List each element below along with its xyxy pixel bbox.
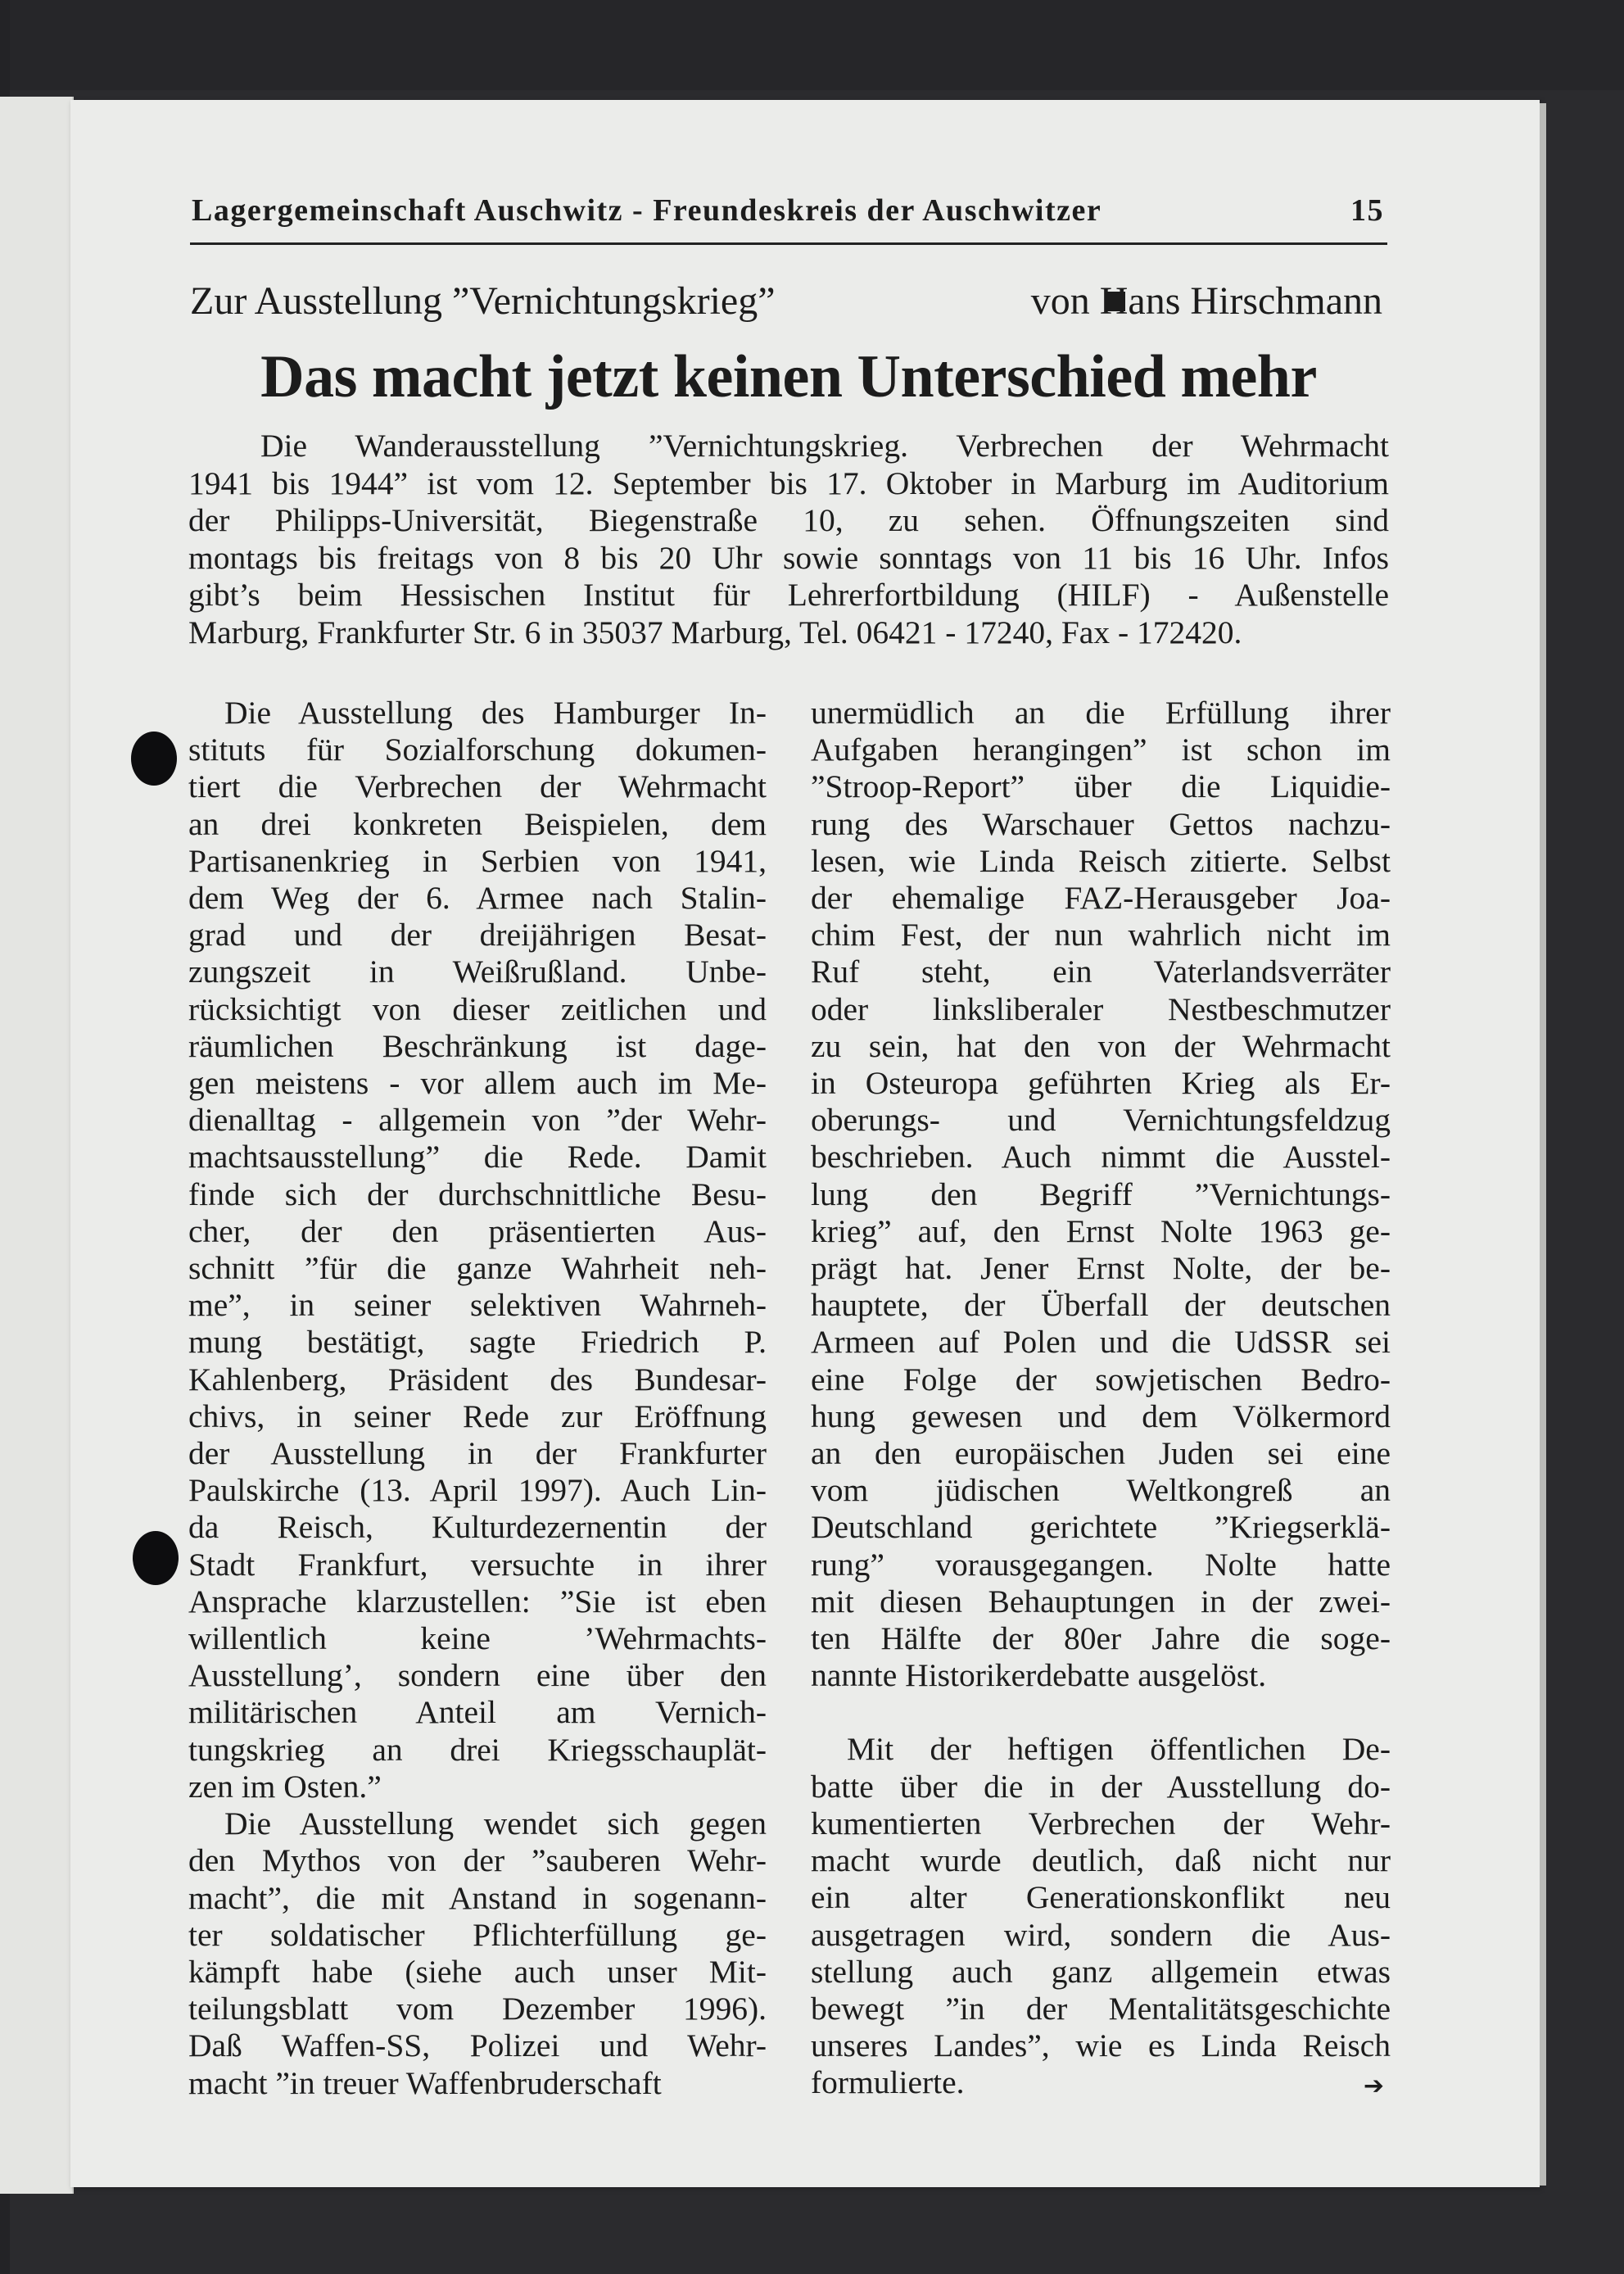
text-line: dem Weg der 6. Armee nach Stalin- [188, 880, 767, 917]
text-line: chivs, in seiner Rede zur Eröffnung [188, 1397, 767, 1434]
text-line: in Osteuropa geführten Krieg als Er- [811, 1065, 1391, 1102]
page-number: 15 [1350, 193, 1384, 228]
text-line: oberungs- und Vernichtungsfeldzug [811, 1102, 1391, 1139]
text-line: Deutschland gerichtete ”Kriegserklä- [811, 1509, 1391, 1546]
article-headline: Das macht jetzt keinen Unterschied mehr [260, 343, 1317, 410]
text-line: lung den Begriff ”Vernichtungs- [811, 1176, 1391, 1212]
text-line: Kahlenberg, Präsident des Bundesar- [188, 1361, 767, 1397]
text-line: finde sich der durchschnittliche Besu- [188, 1176, 767, 1212]
text-line: räumlichen Beschränkung ist dage- [188, 1027, 767, 1064]
text-line: hung gewesen und dem Völkermord [811, 1397, 1391, 1434]
text-line: prägt hat. Jener Ernst Nolte, der be- [811, 1250, 1391, 1287]
text-line: rung” vorausgegangen. Nolte hatte [811, 1546, 1391, 1583]
text-line: der ehemalige FAZ-Herausgeber Joa- [811, 880, 1391, 917]
text-line: krieg” auf, den Ernst Nolte 1963 ge- [811, 1212, 1391, 1249]
text-line: gen meistens - vor allem auch im Me- [188, 1065, 767, 1102]
text-line: an drei konkreten Beispielen, dem [188, 805, 767, 842]
text-line: hauptete, der Überfall der deutschen [811, 1287, 1391, 1324]
text-line: grad und der dreijährigen Besat- [188, 917, 767, 954]
text-line: ten Hälfte der 80er Jahre die soge- [811, 1620, 1391, 1657]
publication-title: Lagergemeinschaft Auschwitz - Freundeskreis der Auschwitzer [192, 193, 1102, 228]
article-author: von Hans Hirschmann [1030, 279, 1382, 323]
text-line: macht”, die mit Anstand in sogenann- [188, 1879, 767, 1916]
text-line: an den europäischen Juden sei eine [811, 1435, 1391, 1472]
text-line: teilungsblatt vom Dezember 1996). [188, 1991, 767, 2027]
text-line: bewegt ”in der Mentalitätsgeschichte [811, 1990, 1391, 2027]
text-line: willentlich keine ’Wehrmachts- [188, 1620, 767, 1657]
text-line: nannte Historikerdebatte ausgelöst. [811, 1657, 1267, 1694]
text-line: Aufgaben herangingen” ist schon im [811, 732, 1391, 768]
text-line: ausgetragen wird, sondern die Aus- [811, 1916, 1391, 1953]
text-line: stellung auch ganz allgemein etwas [811, 1953, 1391, 1990]
scan-backdrop [0, 0, 1624, 90]
text-line: kämpft habe (siehe auch unser Mit- [188, 1953, 767, 1990]
text-line: dienalltag - allgemein von ”der Wehr- [188, 1102, 767, 1139]
text-line: militärischen Anteil am Vernich- [188, 1694, 767, 1731]
text-line: mung bestätigt, sagte Friedrich P. [188, 1324, 767, 1361]
punch-hole-top [131, 732, 177, 786]
text-line: tungskrieg an drei Kriegsschauplät- [188, 1731, 767, 1768]
text-line: rücksichtigt von dieser zeitlichen und [188, 990, 767, 1027]
text-line: gibt’s beim Hessischen Institut für Lehrerfortbildung (HILF) - Außenstelle [188, 577, 1389, 613]
text-line: 1941 bis 1944” ist vom 12. September bis 17. Oktober in Marburg im Auditorium [188, 464, 1389, 501]
text-line: zen im Osten.” [188, 1768, 382, 1805]
text-line: lesen, wie Linda Reisch zitierte. Selbst [811, 842, 1391, 879]
text-line: kumentierten Verbrechen der Wehr- [811, 1805, 1391, 1841]
text-line: ter soldatischer Pflichterfüllung ge- [188, 1916, 767, 1953]
final-line [811, 2064, 1391, 2101]
text-line: Paulskirche (13. April 1997). Auch Lin- [188, 1472, 767, 1509]
page-edge-shadow [1540, 103, 1546, 2186]
text-line: Ansprache klarzustellen: ”Sie ist eben [188, 1583, 767, 1619]
text-line: zu sein, hat den von der Wehrmacht [811, 1027, 1391, 1064]
text-line: unseres Landes”, wie es Linda Reisch [811, 2027, 1391, 2064]
text-line: der Philipps-Universität, Biegenstraße 10, zu sehen. Öffnungszeiten sind [188, 502, 1389, 538]
text-line: den Mythos von der ”sauberen Wehr- [188, 1842, 767, 1879]
text-line: rung des Warschauer Gettos nachzu- [811, 805, 1391, 842]
text-line: der Ausstellung in der Frankfurter [188, 1435, 767, 1472]
text-line: eine Folge der sowjetischen Bedro- [811, 1361, 1391, 1397]
text-line: stituts für Sozialforschung dokumen- [188, 732, 767, 768]
continue-arrow-icon: ➔ [1363, 2072, 1384, 2101]
text-line: Die Wanderausstellung ”Vernichtungskrieg. Verbrechen der Wehrmacht [260, 428, 1389, 464]
text-line: Die Ausstellung wendet sich gegen [224, 1805, 767, 1842]
text-line: machtsausstellung” die Rede. Damit [188, 1139, 767, 1176]
text-line: zungszeit in Weißrußland. Unbe- [188, 954, 767, 990]
running-header [190, 190, 1387, 245]
text-line: Partisanenkrieg in Serbien von 1941, [188, 842, 767, 879]
text-line: Marburg, Frankfurter Str. 6 in 35037 Marburg, Tel. 06421 - 17240, Fax - 172420. [188, 614, 1242, 650]
article-intro [188, 428, 1389, 651]
text-line: batte über die in der Ausstellung do- [811, 1768, 1391, 1805]
text-line: Die Ausstellung des Hamburger In- [224, 695, 767, 731]
text-line: Stadt Frankfurt, versuchte in ihrer [188, 1546, 767, 1583]
left-column [188, 695, 767, 2102]
text-line: Ausstellung’, sondern eine über den [188, 1657, 767, 1694]
text-line: chim Fest, der nun wahrlich nicht im [811, 917, 1391, 954]
text-line: cher, der den präsentierten Aus- [188, 1212, 767, 1249]
text-line: Armeen auf Polen und die UdSSR sei [811, 1324, 1391, 1361]
text-line: Mit der heftigen öffentlichen De- [847, 1731, 1391, 1768]
text-line: beschrieben. Auch nimmt die Ausstel- [811, 1139, 1391, 1176]
text-line: macht wurde deutlich, daß nicht nur [811, 1842, 1391, 1879]
text-line: vom jüdischen Weltkongreß an [811, 1472, 1391, 1509]
text-line: me”, in seiner selektiven Wahrneh- [188, 1287, 767, 1324]
text-line: da Reisch, Kulturdezernentin der [188, 1509, 767, 1546]
text-line: montags bis freitags von 8 bis 20 Uhr sowie sonntags von 11 bis 16 Uhr. Infos [188, 539, 1389, 576]
kicker-topic: Zur Ausstellung ”Vernichtungskrieg” [190, 279, 776, 323]
previous-page-edge [0, 97, 74, 2194]
paragraph-gap [811, 1694, 1391, 1731]
text-line: ”Stroop-Report” über die Liquidie- [811, 768, 1391, 805]
text-line: oder linksliberaler Nestbeschmutzer [811, 990, 1391, 1027]
text-line: tiert die Verbrechen der Wehrmacht [188, 768, 767, 805]
right-column [811, 695, 1391, 2102]
text-line: unermüdlich an die Erfüllung ihrer [811, 695, 1391, 731]
punch-hole-bottom [133, 1531, 179, 1585]
text-line: mit diesen Behauptungen in der zwei- [811, 1583, 1391, 1619]
text-line: Ruf steht, ein Vaterlandsverräter [811, 954, 1391, 990]
text-line: schnitt ”für die ganze Wahrheit neh- [188, 1250, 767, 1287]
text-line: formulierte. [811, 2064, 965, 2101]
text-line: macht ”in treuer Waffenbruderschaft [188, 2064, 662, 2101]
text-line: Daß Waffen-SS, Polizei und Wehr- [188, 2027, 767, 2064]
text-line: ein alter Generationskonflikt neu [811, 1879, 1391, 1916]
